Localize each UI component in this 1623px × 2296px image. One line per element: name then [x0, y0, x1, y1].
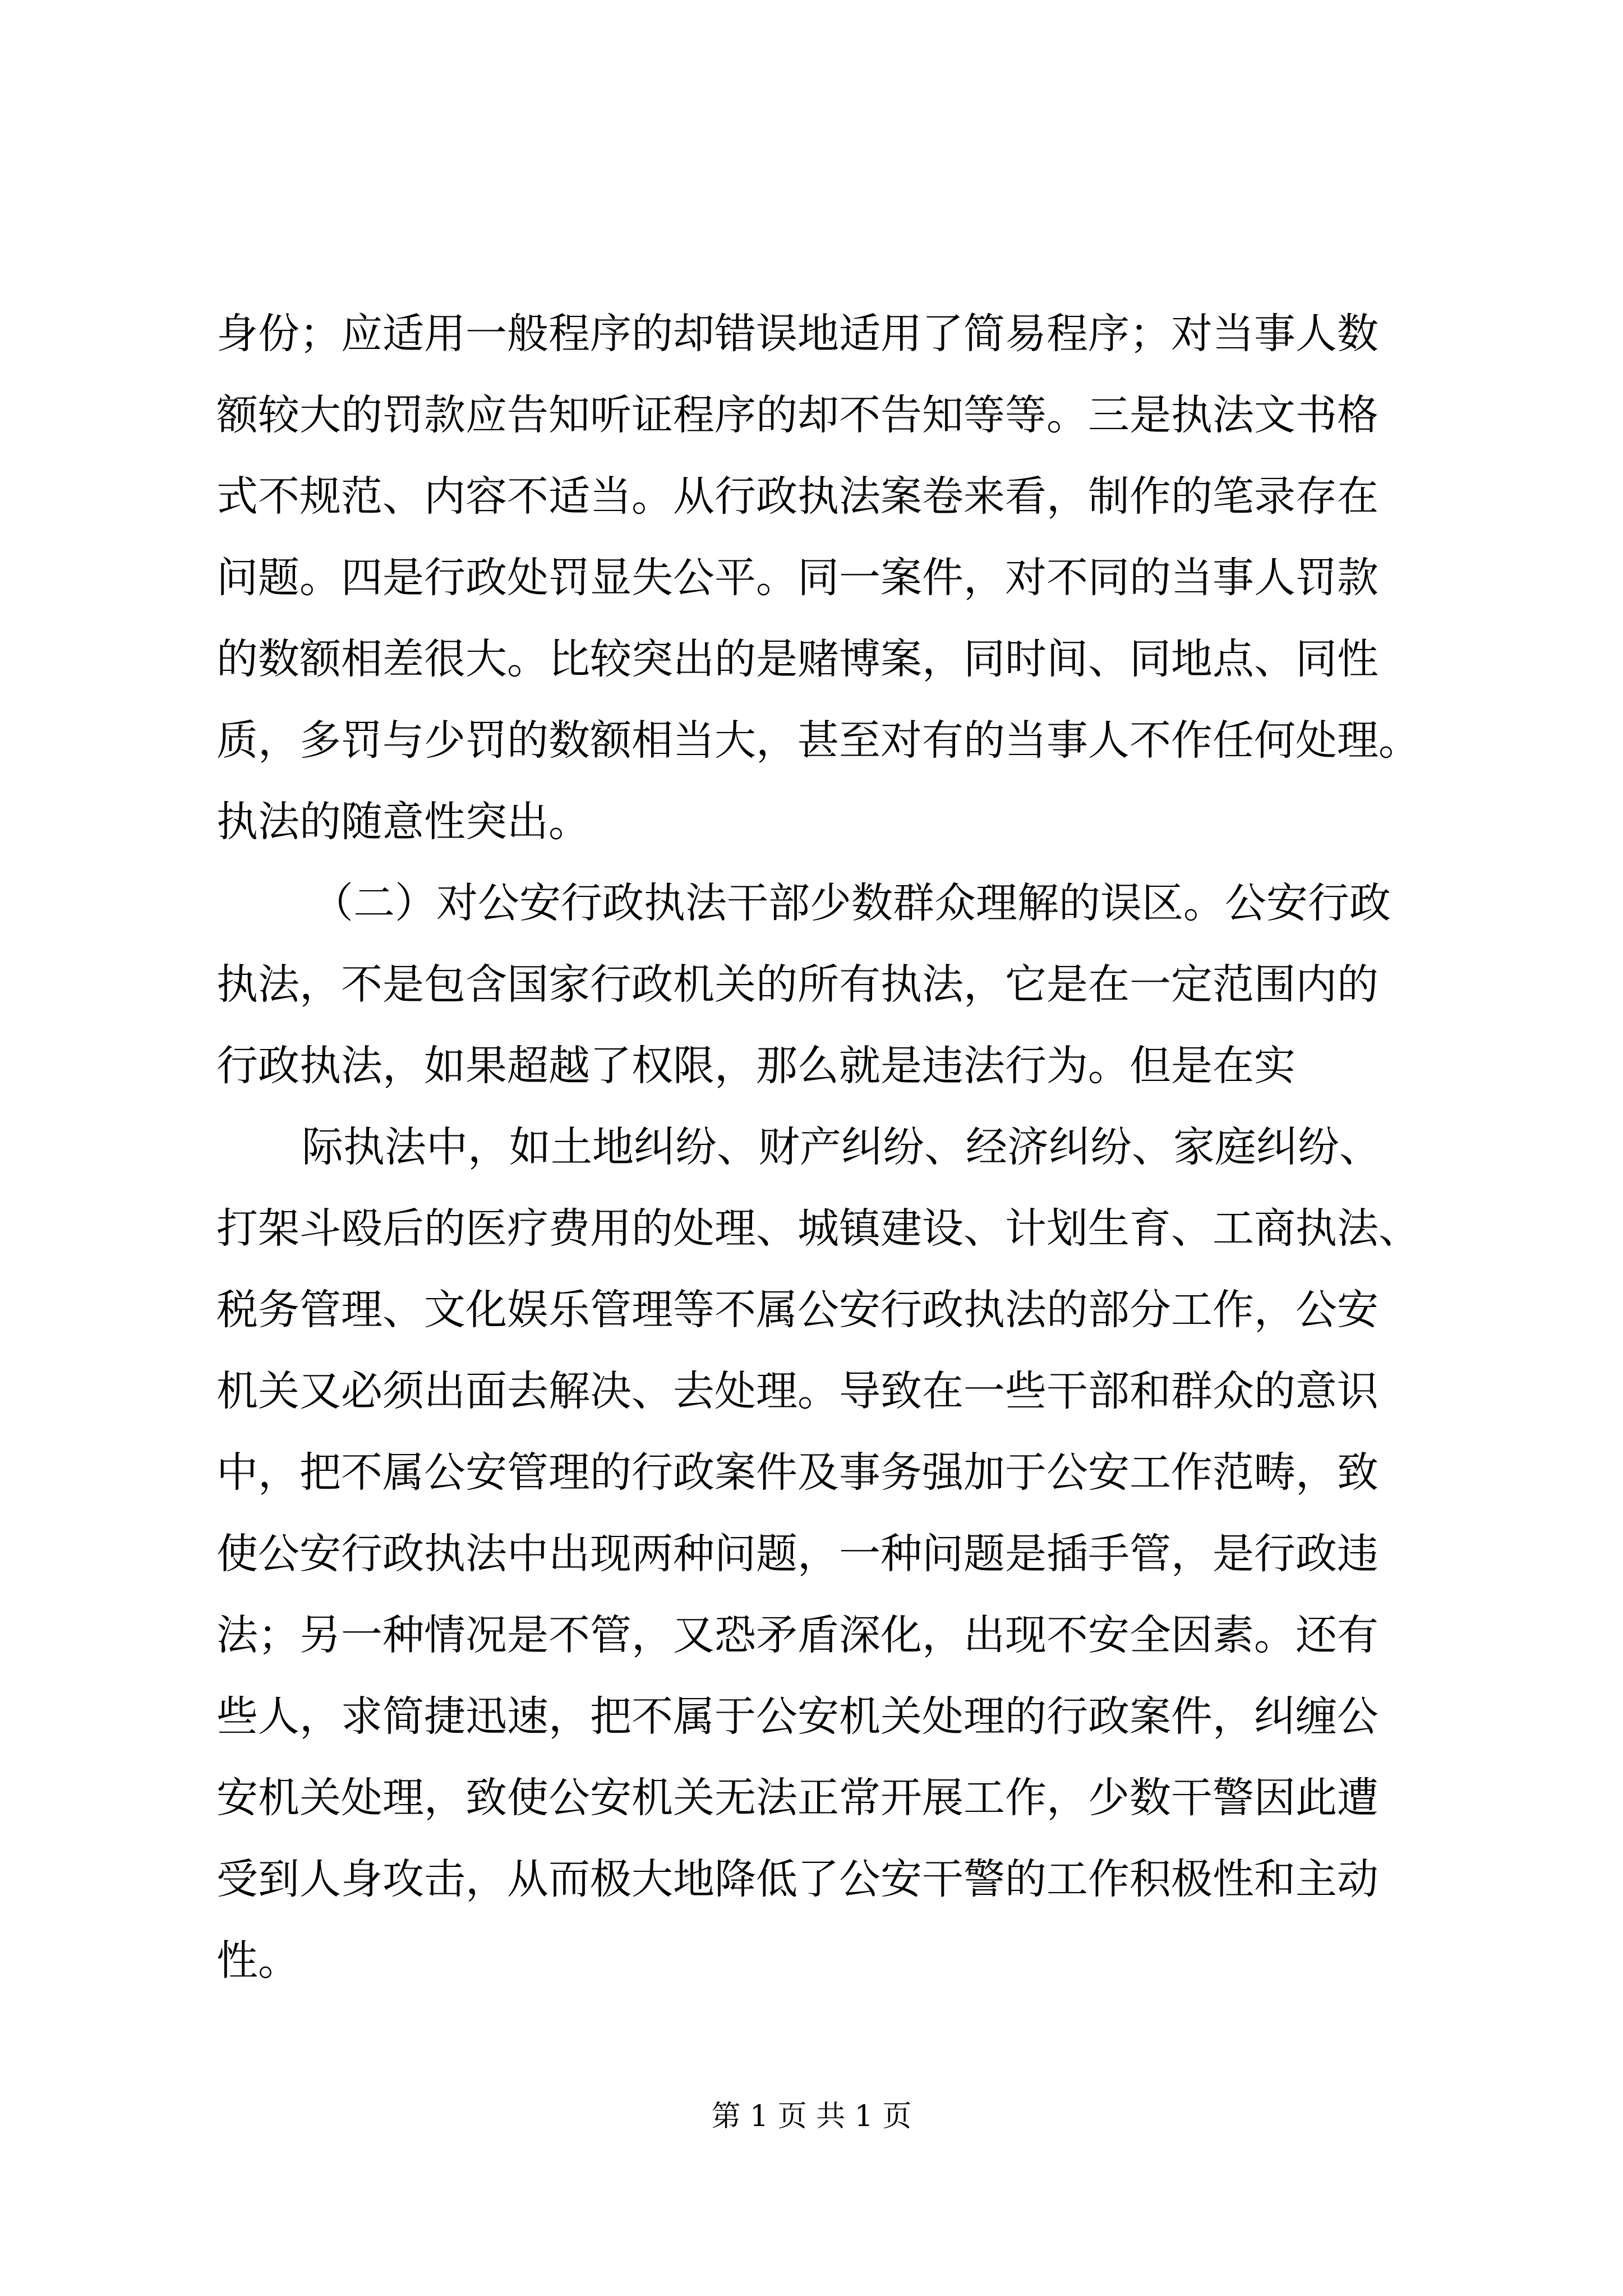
- body-text-line: 安机关处理，致使公安机关无法正常开展工作，少数干警因此遭: [216, 1774, 1378, 1822]
- paragraph-start-line: 际执法中，如土地纠纷、财产纠纷、经济纠纷、家庭纠纷、: [302, 1123, 1381, 1171]
- body-text-line: 的数额相差很大。比较突出的是赌博案，同时间、同地点、同性: [216, 635, 1378, 683]
- page-number-footer: 第 1 页 共 1 页: [711, 2100, 912, 2133]
- body-text-line: 受到人身攻击，从而极大地降低了公安干警的工作积极性和主动: [216, 1855, 1378, 1903]
- body-text-line: 些人，求简捷迅速，把不属于公安机关处理的行政案件，纠缠公: [216, 1692, 1378, 1741]
- body-text-line: 法；另一种情况是不管，又恐矛盾深化，出现不安全因素。还有: [216, 1611, 1378, 1659]
- body-text-line: 税务管理、文化娱乐管理等不属公安行政执法的部分工作，公安: [216, 1286, 1378, 1334]
- body-text-line: 行政执法，如果超越了权限，那么就是违法行为。但是在实: [216, 1042, 1295, 1090]
- body-text-line: 机关又必须出面去解决、去处理。导致在一些干部和群众的意识: [216, 1367, 1378, 1415]
- body-text-line: 打架斗殴后的医疗费用的处理、城镇建设、计划生育、工商执法、: [216, 1204, 1420, 1253]
- body-text-line: 问题。四是行政处罚显失公平。同一案件，对不同的当事人罚款: [216, 554, 1378, 602]
- body-text-line: 性。: [216, 1936, 299, 1985]
- body-text-line: 中，把不属公安管理的行政案件及事务强加于公安工作范畴，致: [216, 1448, 1378, 1497]
- body-text-line: 质，多罚与少罚的数额相当大，甚至对有的当事人不作任何处理。: [216, 716, 1420, 765]
- body-text-line: 额较大的罚款应告知听证程序的却不告知等等。三是执法文书格: [216, 391, 1378, 439]
- body-text-line: 执法，不是包含国家行政机关的所有执法，它是在一定范围内的: [216, 960, 1378, 1009]
- paragraph-heading-line: （二）对公安行政执法干部少数群众理解的误区。公安行政: [312, 879, 1391, 927]
- body-text-line: 执法的随意性突出。: [216, 798, 590, 846]
- body-text-line: 身份；应适用一般程序的却错误地适用了简易程序；对当事人数: [216, 310, 1378, 358]
- body-text-line: 式不规范、内容不适当。从行政执法案卷来看，制作的笔录存在: [216, 472, 1378, 521]
- body-text-line: 使公安行政执法中出现两种问题，一种问题是插手管，是行政违: [216, 1530, 1378, 1578]
